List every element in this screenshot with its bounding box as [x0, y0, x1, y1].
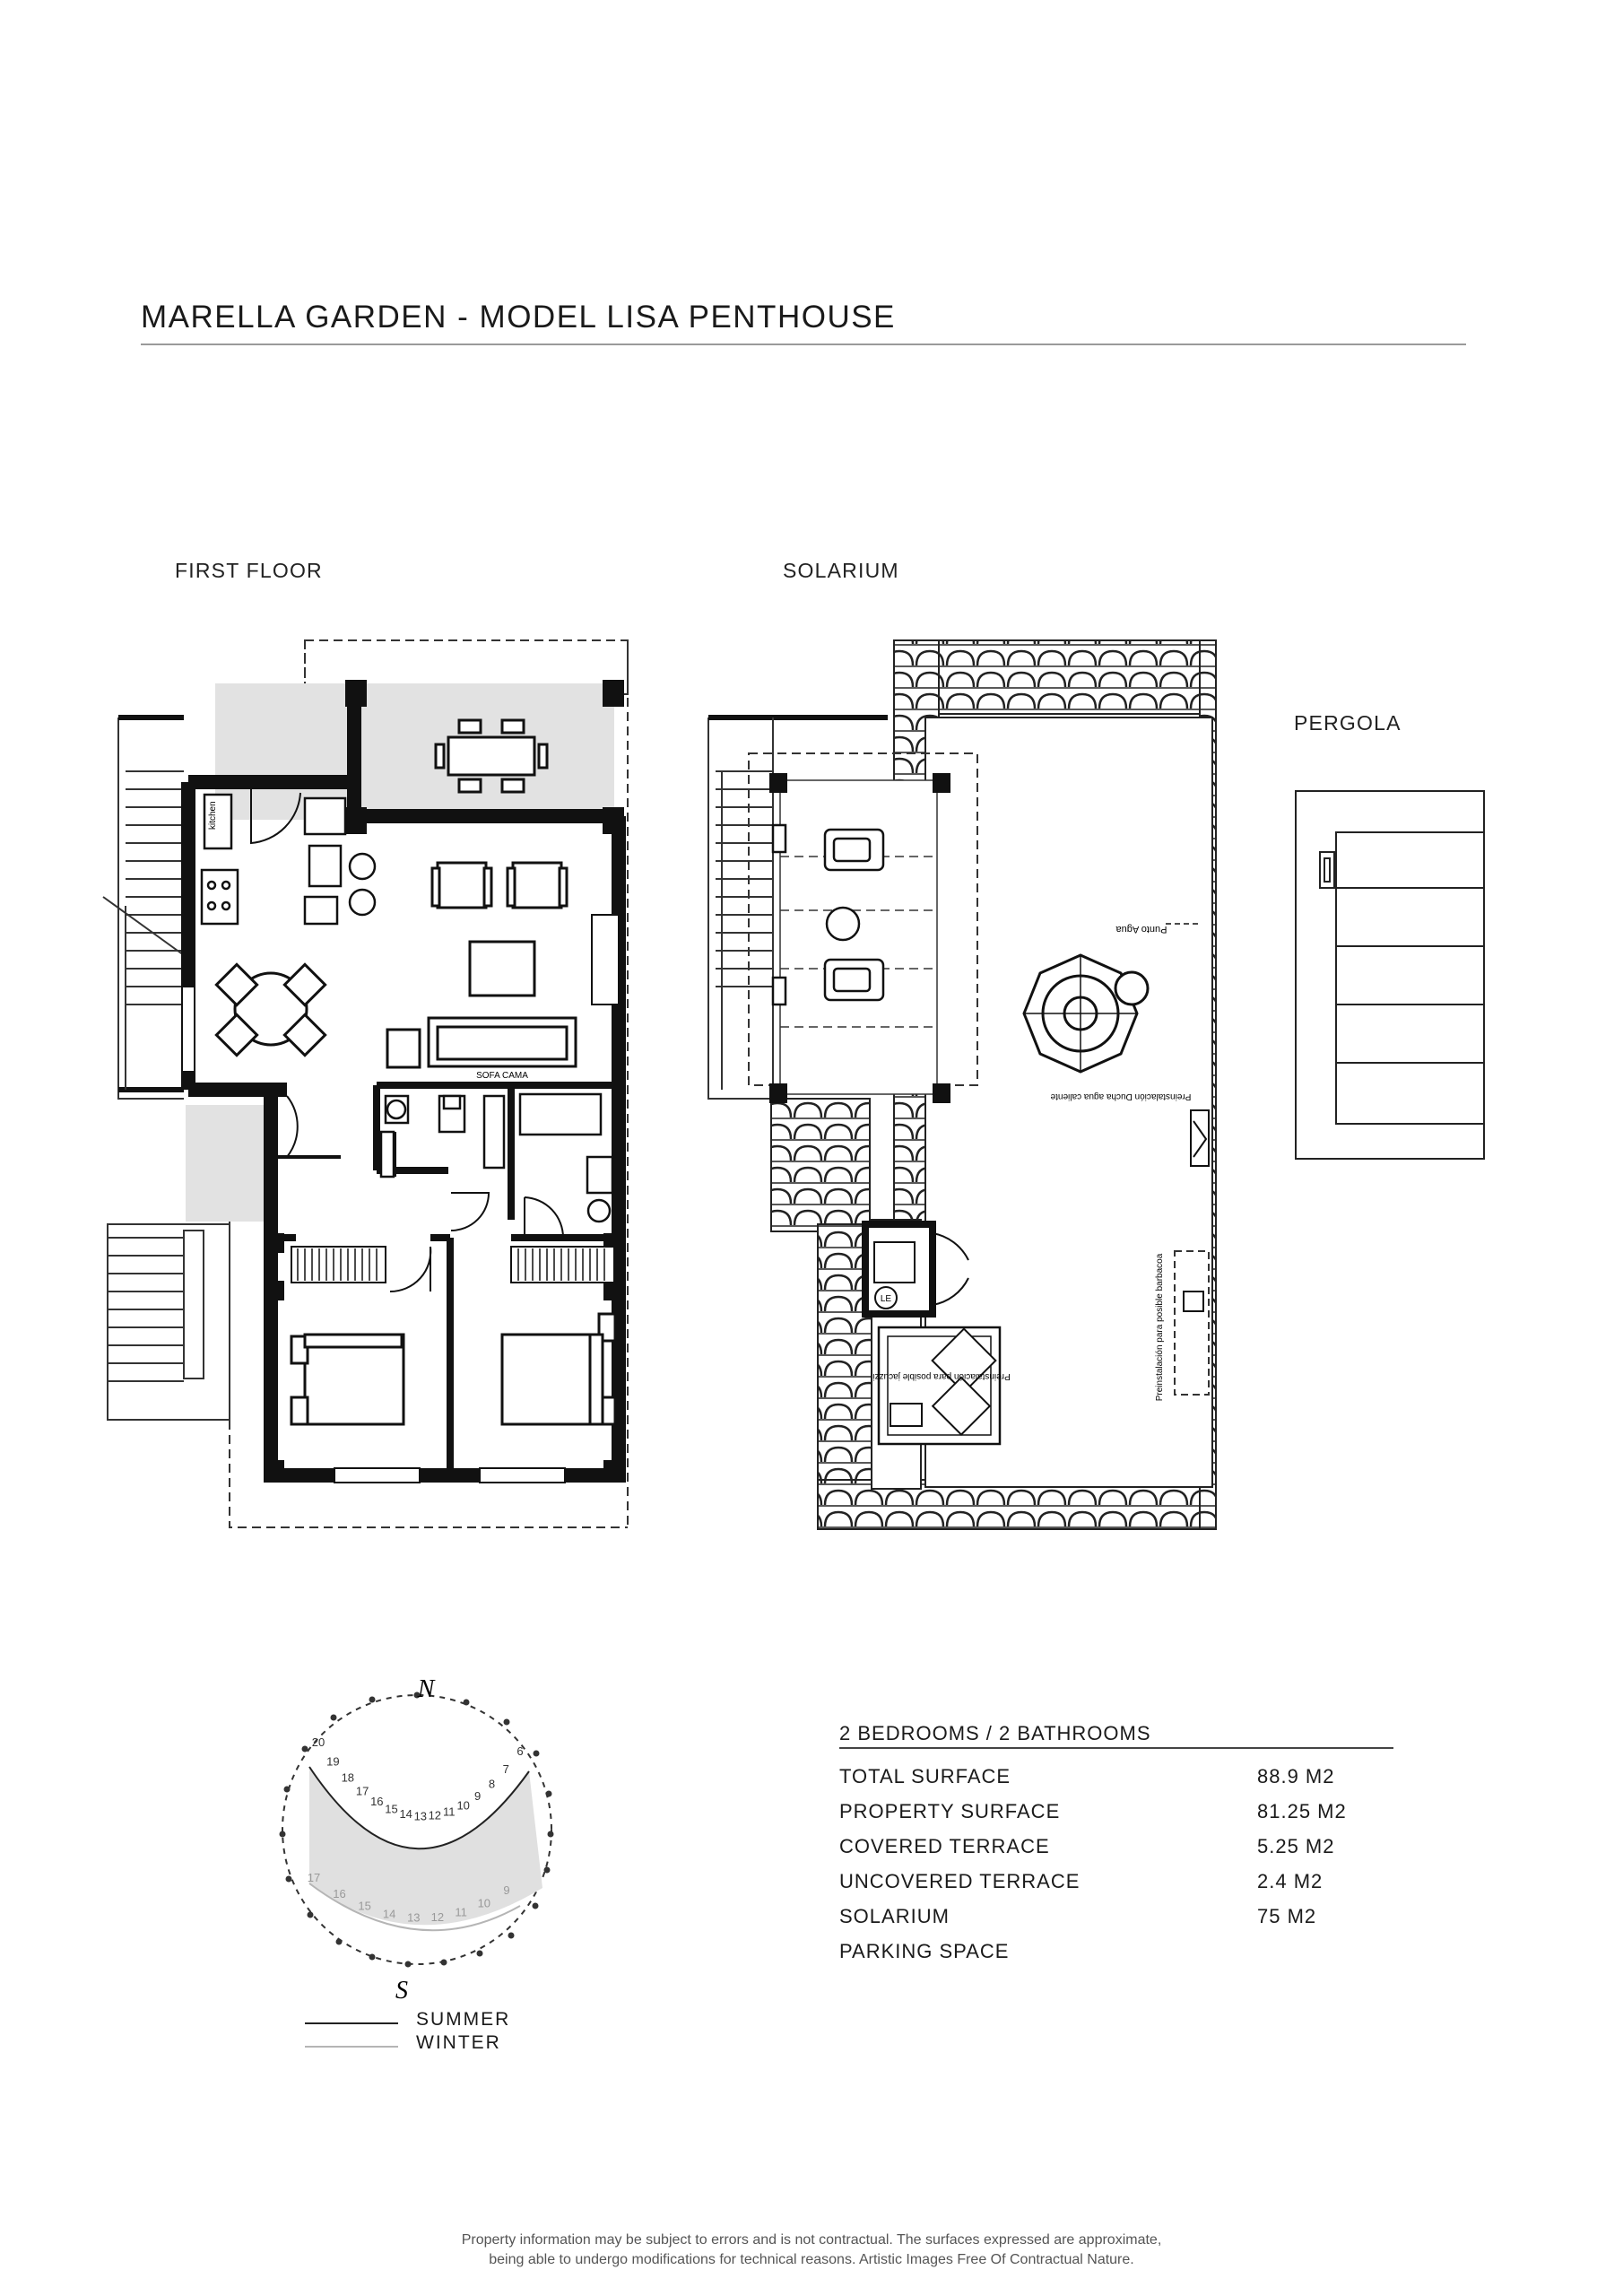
tank-label: LE — [880, 1294, 892, 1304]
summary-row-value: 81.25 M2 — [1257, 1800, 1347, 1822]
compass-hour-label: 20 — [311, 1735, 325, 1749]
summary-row — [839, 1835, 1395, 1869]
solar-heater-annotation: Preinstalación Ducha agua caliente — [1050, 1091, 1192, 1101]
sofa-label: SOFA CAMA — [476, 1071, 528, 1081]
solarium-plan — [708, 640, 1216, 1529]
uncovered-terrace — [186, 1105, 271, 1222]
south-label: S — [395, 1977, 408, 2005]
summary-row-value: 88.9 M2 — [1257, 1765, 1335, 1787]
summary-row-value: 75 M2 — [1257, 1905, 1317, 1927]
covered-terrace — [215, 683, 614, 820]
summary-row-label: UNCOVERED TERRACE — [839, 1870, 1081, 1892]
summary-row-value: 2.4 M2 — [1257, 1870, 1324, 1892]
compass-hour-label: 7 — [502, 1761, 509, 1776]
compass-hour-label: 12 — [430, 1909, 445, 1924]
compass-hour-label: 10 — [477, 1896, 491, 1910]
compass-hour-label: 14 — [382, 1907, 396, 1921]
summary-row-label: TOTAL SURFACE — [839, 1765, 1011, 1787]
summary-row-label: COVERED TERRACE — [839, 1835, 1050, 1857]
first-floor-label: FIRST FLOOR — [175, 559, 323, 582]
compass-hour-label: 12 — [428, 1808, 442, 1822]
legend-summer-label: SUMMER — [416, 2009, 511, 2030]
compass-hour-label: 14 — [399, 1807, 412, 1822]
legend-winter-label: WINTER — [416, 2032, 501, 2053]
solarium-label: SOLARIUM — [783, 559, 899, 582]
summary-heading: 2 BEDROOMS / 2 BATHROOMS — [839, 1722, 1151, 1744]
disclaimer-line: being able to undergo modifications for technical reasons. Artistic Images Free Of Contractual Nature. — [489, 2252, 1134, 2267]
compass-hour-label: 6 — [516, 1744, 524, 1758]
jacuzzi-annotation: Preinstalación para posible jacuzzi — [872, 1371, 1011, 1381]
compass-hour-label: 16 — [333, 1887, 346, 1901]
compass-hour-label: 18 — [341, 1770, 355, 1785]
compass-hour-label: 17 — [307, 1871, 321, 1884]
legend-winter-line — [305, 2046, 398, 2048]
compass-hour-label: 13 — [407, 1910, 421, 1925]
compass-hour-label: 9 — [503, 1883, 510, 1897]
summary-row — [839, 1765, 1395, 1799]
water-point-annotation: Punto Agua — [1115, 924, 1167, 935]
legend-summer-line — [305, 2022, 398, 2024]
north-label: N — [417, 1675, 435, 1703]
barbecue-annotation: Preinstalación para posible barbacoa — [1155, 1253, 1165, 1402]
sun-path-compass — [280, 1675, 554, 2005]
compass-hour-label: 10 — [456, 1798, 470, 1813]
kitchen-label: kitchen — [208, 801, 218, 830]
compass-hour-label: 16 — [370, 1795, 384, 1809]
summary-row — [839, 1870, 1395, 1904]
summary-divider — [839, 1747, 1393, 1749]
disclaimer-line: Property information may be subject to errors and is not contractual. The surfaces expressed are approximate, — [461, 2232, 1162, 2248]
pergola-label: PERGOLA — [1294, 711, 1402, 735]
summary-row-label: PARKING SPACE — [839, 1940, 1010, 1962]
compass-hour-label: 11 — [443, 1805, 456, 1819]
compass-hour-label: 15 — [385, 1802, 398, 1816]
compass-hour-label: 13 — [413, 1809, 428, 1823]
pergola-plan — [1296, 791, 1484, 1159]
summary-row — [839, 1940, 1395, 1974]
first-floor-plan — [103, 640, 628, 1527]
compass-hour-label: 11 — [455, 1905, 467, 1919]
compass-hour-label: 17 — [355, 1784, 369, 1798]
disclaimer — [273, 2231, 1350, 2270]
compass-hour-label: 15 — [358, 1899, 371, 1913]
page-title: MARELLA GARDEN - MODEL LISA PENTHOUSE — [141, 300, 896, 335]
summary-row — [839, 1905, 1395, 1939]
compass-hour-label: 9 — [473, 1789, 482, 1804]
summary-row-label: PROPERTY SURFACE — [839, 1800, 1061, 1822]
summary-row — [839, 1800, 1395, 1834]
compass-hour-label: 19 — [326, 1754, 340, 1769]
compass-hour-label: 8 — [488, 1777, 496, 1791]
summary-row-label: SOLARIUM — [839, 1905, 950, 1927]
summary-row-value: 5.25 M2 — [1257, 1835, 1335, 1857]
